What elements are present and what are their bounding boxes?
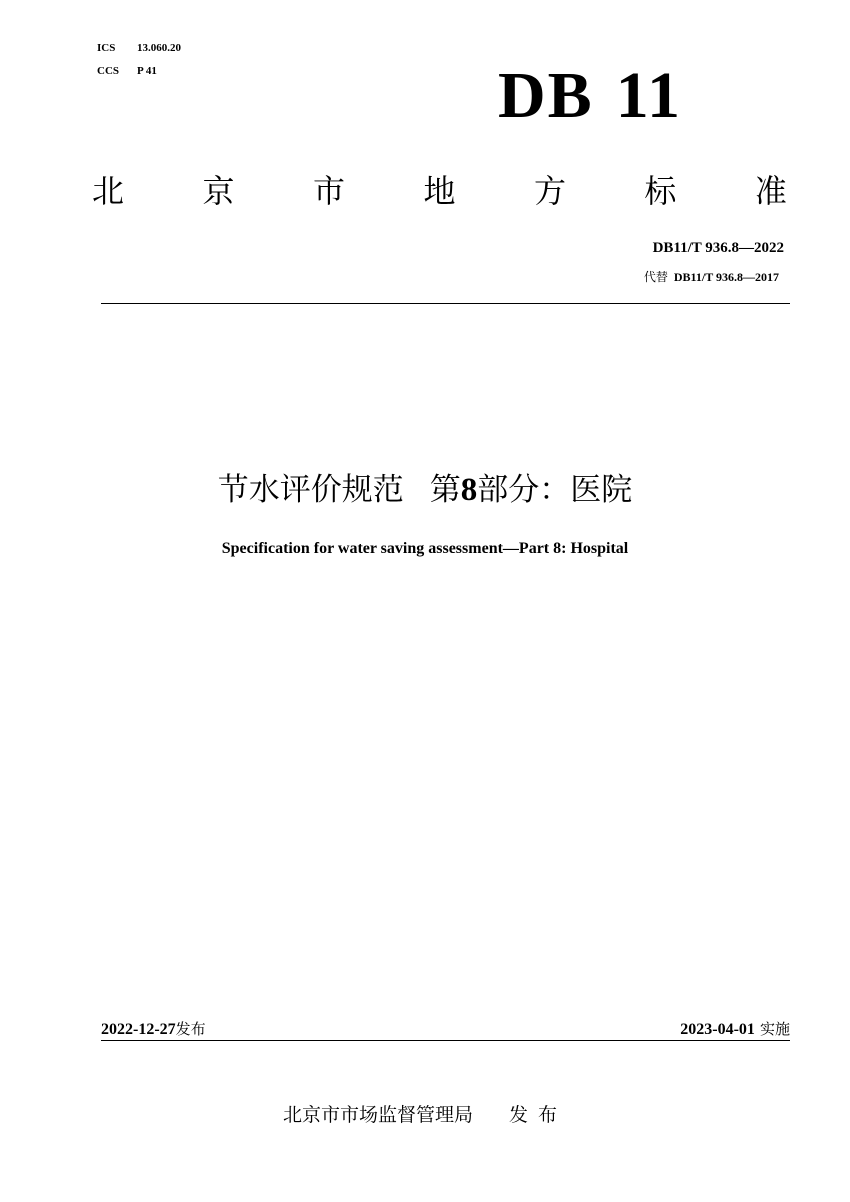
bottom-divider [101,1040,790,1041]
implement-date: 2023-04-01 [680,1021,755,1038]
ics-code [97,42,181,54]
issue-label: 发布 [175,1020,206,1038]
standard-level-char: 标 [644,172,677,210]
replaces-note [644,268,779,285]
ccs-label: CCS [97,65,120,77]
standard-level-char: 方 [533,172,566,210]
implement-date-line [680,1018,790,1039]
implement-label: 实施 [759,1020,790,1038]
issuer-line [0,1100,850,1127]
standard-type-code: 11 [615,59,683,132]
replaces-number: DB11/T 936.8—2017 [673,270,779,284]
top-divider [101,303,790,304]
ccs-value: P 41 [137,65,157,77]
standard-level-char: 北 [92,172,125,210]
ccs-code [97,65,157,77]
standard-level-char: 市 [312,172,345,210]
title-part-prefix: 第 [429,472,461,508]
issue-date-line [101,1018,206,1039]
issue-date: 2022-12-27 [101,1021,176,1038]
standard-level [92,166,787,212]
title-part-number: 8 [460,472,478,508]
standard-number: DB11/T 936.8—2022 [652,240,784,256]
issuer-verb: 发布 [509,1104,568,1126]
title-main: 节水评价规范 [217,472,404,508]
replaces-label: 代替 [643,270,668,284]
standard-level-char: 准 [754,172,787,210]
issuer-name: 北京市市场监督管理局 [282,1104,473,1126]
ics-value: 13.060.20 [137,42,181,54]
standard-level-char: 地 [423,172,456,210]
standard-level-char: 京 [202,172,235,210]
page-title [0,464,850,509]
english-title: Specification for water saving assessment—Part 8: Hospital [221,540,629,557]
ics-label: ICS [97,42,116,54]
title-part-suffix: 部分：医院 [477,472,633,508]
standard-type-mark [498,58,682,134]
standard-type-prefix: DB [498,59,594,132]
